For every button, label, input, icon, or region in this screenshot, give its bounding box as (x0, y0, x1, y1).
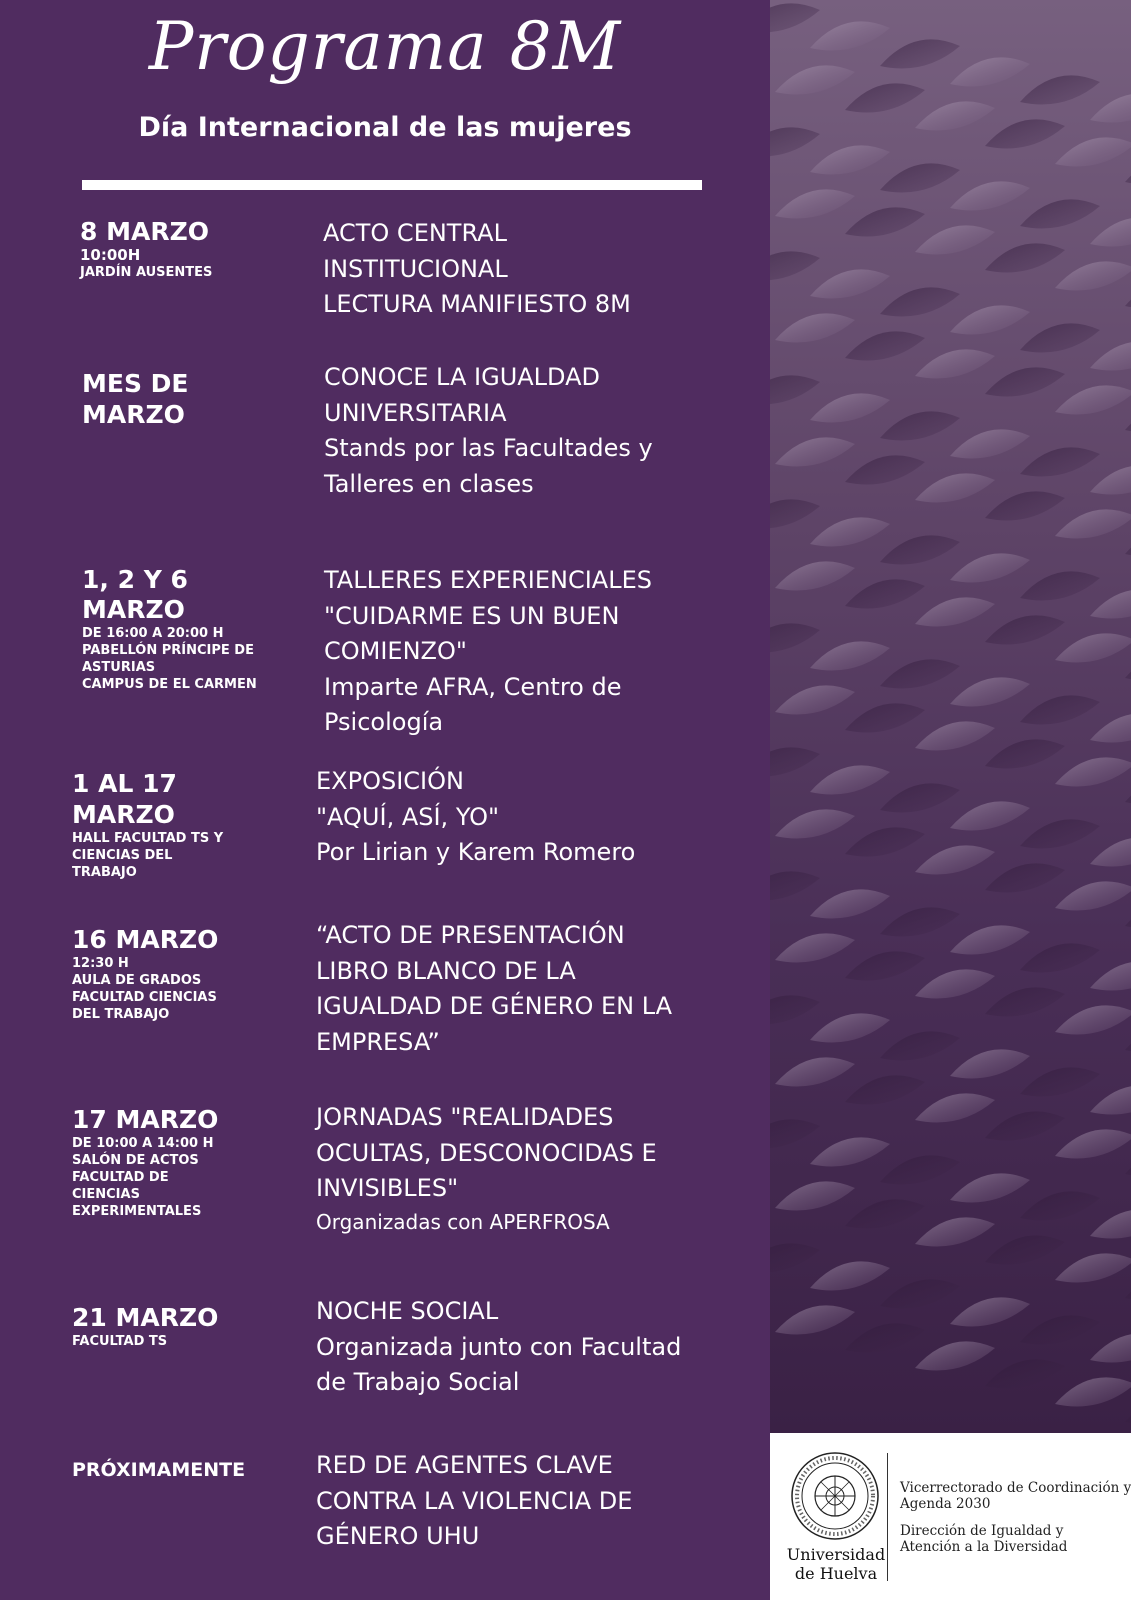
description-line: LECTURA MANIFIESTO 8M (323, 290, 631, 318)
fabric-fold (770, 499, 820, 528)
event-location: PABELLÓN PRÍNCIPE DE (82, 643, 254, 658)
decorative-image (770, 0, 1131, 1433)
event-location: SALÓN DE ACTOS (72, 1153, 199, 1168)
fabric-fold (1125, 1023, 1131, 1052)
fabric-fold (880, 1279, 960, 1308)
fabric-fold (845, 83, 925, 112)
event-description (316, 764, 635, 871)
fabric-fold (1090, 1333, 1131, 1362)
fabric-fold (950, 1173, 1030, 1202)
fabric-fold (915, 1217, 995, 1246)
description-line: EMPRESA” (316, 1027, 440, 1056)
fabric-fold (845, 455, 925, 484)
event-location: ASTURIAS (82, 660, 156, 675)
description-line: Talleres en clases (324, 469, 534, 498)
event-date-block (72, 768, 223, 881)
office-line: Dirección de Igualdad y (900, 1523, 1064, 1539)
description-line: INSTITUCIONAL (323, 254, 508, 283)
event-date: MARZO (82, 400, 185, 429)
description-line: CONTRA LA VIOLENCIA DE (316, 1486, 633, 1515)
fabric-fold (1020, 447, 1100, 476)
event-location: AULA DE GRADOS (72, 973, 202, 988)
office-igualdad (900, 1523, 1067, 1555)
event-description (316, 918, 672, 1060)
fabric-fold (770, 375, 820, 404)
fabric-fold (1090, 1209, 1131, 1238)
description-line: LIBRO BLANCO DE LA (316, 956, 576, 985)
university-name-line: Universidad (786, 1545, 886, 1564)
fabric-fold (1090, 837, 1131, 866)
fabric-fold (1090, 217, 1131, 246)
fabric-fold (845, 579, 925, 608)
fabric-fold (1125, 899, 1131, 928)
fabric-fold (1055, 509, 1131, 538)
fabric-fold (985, 367, 1065, 396)
fabric-fold (1090, 93, 1131, 122)
fabric-fold (775, 189, 855, 218)
fabric-fold (985, 615, 1065, 644)
fabric-fold (810, 21, 890, 50)
fabric-fold (950, 677, 1030, 706)
event-location: FACULTAD DE (72, 1170, 169, 1185)
fabric-fold (1090, 589, 1131, 618)
fabric-fold (880, 39, 960, 68)
event-time: 10:00H (80, 246, 141, 264)
fabric-fold (770, 995, 820, 1024)
event-date: 21 MARZO (72, 1303, 219, 1332)
fabric-fold (950, 1297, 1030, 1326)
event-location: CAMPUS DE EL CARMEN (82, 677, 257, 692)
fabric-fold (770, 623, 820, 652)
description-line: RED DE AGENTES CLAVE (316, 1451, 613, 1479)
fabric-fold (770, 871, 820, 900)
university-name-line: de Huelva (794, 1564, 878, 1583)
fabric-fold (810, 641, 890, 670)
event-label: PRÓXIMAMENTE (72, 1459, 246, 1481)
event-description (324, 360, 653, 502)
fabric-fold (1125, 1395, 1131, 1424)
fabric-fold (950, 1049, 1030, 1078)
event-location: CIENCIAS DEL (72, 848, 173, 863)
fabric-fold (775, 313, 855, 342)
fabric-fold (915, 597, 995, 626)
fabric-fold (950, 925, 1030, 954)
description-line: EXPOSICIÓN (316, 767, 464, 795)
fabric-fold (845, 207, 925, 236)
fabric-fold (770, 3, 820, 32)
event-location: HALL FACULTAD TS Y (72, 831, 224, 846)
fabric-fold (1055, 1377, 1131, 1406)
fabric-fold (985, 243, 1065, 272)
fabric-fold (810, 517, 890, 546)
university-seal-icon (790, 1451, 880, 1541)
fabric-fold (810, 1261, 890, 1290)
event-time: DE 16:00 A 20:00 H (82, 626, 224, 641)
event-date: MARZO (72, 800, 175, 829)
event-date: 1, 2 Y 6 (82, 565, 188, 594)
fabric-fold (1090, 713, 1131, 742)
event-date-block (72, 1455, 245, 1486)
event-time: 12:30 H (72, 956, 129, 971)
description-line: Organizada junto con Facultad (316, 1332, 682, 1361)
fabric-fold (810, 393, 890, 422)
fabric-fold (915, 473, 995, 502)
fabric-fold (880, 783, 960, 812)
fabric-fold (1125, 651, 1131, 680)
event-description (316, 1294, 681, 1401)
fabric-fold (1020, 695, 1100, 724)
fabric-fold (775, 933, 855, 962)
description-line: COMIENZO" (324, 637, 467, 665)
description-line: OCULTAS, DESCONOCIDAS E (316, 1138, 657, 1167)
fabric-fold (1055, 1253, 1131, 1282)
fabric-fold (1020, 323, 1100, 352)
office-line: Atención a la Diversidad (900, 1539, 1068, 1555)
fabric-fold (810, 1137, 890, 1166)
fabric-fold (1020, 943, 1100, 972)
description-line: Imparte AFRA, Centro de (324, 672, 622, 701)
event-location: FACULTAD TS (72, 1334, 168, 1349)
fabric-fold (1055, 881, 1131, 910)
event-description (323, 216, 631, 323)
fabric-fold (915, 101, 995, 130)
fabric-fold (880, 535, 960, 564)
fabric-fold (1020, 75, 1100, 104)
event-date: 1 AL 17 (72, 769, 177, 798)
fabric-fold (775, 65, 855, 94)
fabric-fold (1055, 1005, 1131, 1034)
fabric-fold (845, 1075, 925, 1104)
page-title: Programa 8M (148, 8, 622, 85)
page-subtitle: Día Internacional de las mujeres (138, 112, 632, 143)
description-line: IGUALDAD DE GÉNERO EN LA (316, 992, 673, 1020)
fabric-fold (1125, 527, 1131, 556)
folded-fabric-pattern (770, 0, 1131, 1433)
fabric-fold (985, 1111, 1065, 1140)
university-name (778, 1545, 894, 1583)
fabric-fold (775, 1057, 855, 1086)
event-location: TRABAJO (72, 865, 137, 880)
fabric-fold (1125, 403, 1131, 432)
event-description (324, 563, 652, 741)
description-line: NOCHE SOCIAL (316, 1297, 499, 1325)
event-location: JARDÍN AUSENTES (80, 265, 213, 280)
description-note: Organizadas con APERFROSA (316, 1209, 610, 1234)
fabric-fold (1125, 279, 1131, 308)
fabric-fold (915, 845, 995, 874)
fabric-fold (845, 331, 925, 360)
description-line: Stands por las Facultades y (324, 434, 653, 462)
fabric-fold (810, 269, 890, 298)
fabric-fold (770, 1119, 820, 1148)
fabric-fold (1125, 775, 1131, 804)
fabric-fold (1020, 1067, 1100, 1096)
fabric-fold (770, 1243, 820, 1272)
office-line: Vicerrectorado de Coordinación y (900, 1480, 1131, 1496)
fabric-fold (1020, 571, 1100, 600)
fabric-fold (1090, 465, 1131, 494)
fabric-fold (775, 809, 855, 838)
fabric-fold (845, 951, 925, 980)
fabric-fold (880, 1155, 960, 1184)
fabric-fold (950, 429, 1030, 458)
event-location: DEL TRABAJO (72, 1007, 170, 1022)
fabric-fold (1090, 1085, 1131, 1114)
event-date-block (72, 1104, 218, 1220)
event-date-block (72, 1302, 218, 1350)
fabric-fold (880, 659, 960, 688)
fabric-fold (845, 1199, 925, 1228)
fabric-fold (1055, 137, 1131, 166)
event-date: MARZO (82, 595, 185, 624)
fabric-fold (950, 57, 1030, 86)
office-line: Agenda 2030 (900, 1496, 991, 1512)
event-date: 8 MARZO (80, 217, 209, 246)
footer-divider (887, 1453, 888, 1581)
fabric-fold (985, 1235, 1065, 1264)
fabric-fold (845, 827, 925, 856)
event-date-block (80, 216, 212, 281)
description-line: Por Lirian y Karem Romero (316, 838, 636, 866)
event-description (316, 1448, 632, 1555)
fabric-fold (985, 119, 1065, 148)
description-line: "CUIDARME ES UN BUEN (324, 601, 620, 630)
description-line: JORNADAS "REALIDADES (316, 1103, 614, 1131)
fabric-fold (915, 1341, 995, 1370)
fabric-fold (810, 145, 890, 174)
fabric-fold (950, 801, 1030, 830)
fabric-fold (775, 685, 855, 714)
fabric-fold (775, 1181, 855, 1210)
fabric-fold (1090, 961, 1131, 990)
fabric-fold (1055, 1129, 1131, 1158)
description-line: de Trabajo Social (316, 1368, 520, 1396)
description-line: UNIVERSITARIA (324, 398, 507, 427)
description-line: GÉNERO UHU (316, 1522, 480, 1550)
fabric-fold (845, 1323, 925, 1352)
fabric-fold (985, 739, 1065, 768)
fabric-fold (775, 561, 855, 590)
event-date: MES DE (82, 369, 189, 398)
fabric-fold (950, 305, 1030, 334)
description-line: ACTO CENTRAL (323, 219, 507, 247)
fabric-fold (915, 969, 995, 998)
fabric-fold (1020, 1191, 1100, 1220)
description-line: INVISIBLES" (316, 1174, 459, 1202)
fabric-fold (985, 1359, 1065, 1388)
fabric-fold (1020, 819, 1100, 848)
fabric-fold (845, 703, 925, 732)
fabric-fold (810, 889, 890, 918)
event-date-block (72, 924, 218, 1023)
fabric-fold (770, 127, 820, 156)
fabric-fold (1125, 1147, 1131, 1176)
event-date: 17 MARZO (72, 1105, 219, 1134)
event-time: DE 10:00 A 14:00 H (72, 1136, 214, 1151)
fabric-fold (770, 251, 820, 280)
event-date-block (82, 564, 257, 693)
fabric-fold (1055, 385, 1131, 414)
footer-logos (770, 1433, 1131, 1600)
description-line: TALLERES EXPERIENCIALES (324, 566, 652, 594)
fabric-fold (950, 553, 1030, 582)
office-vicerrectorado (900, 1480, 1131, 1512)
fabric-fold (1055, 757, 1131, 786)
event-location: EXPERIMENTALES (72, 1204, 202, 1219)
fabric-fold (915, 721, 995, 750)
description-line: "AQUÍ, ASÍ, YO" (316, 802, 500, 831)
fabric-fold (775, 1305, 855, 1334)
fabric-fold (810, 765, 890, 794)
event-location: CIENCIAS (72, 1187, 140, 1202)
fabric-fold (1090, 341, 1131, 370)
fabric-fold (915, 349, 995, 378)
fabric-fold (985, 987, 1065, 1016)
fabric-fold (880, 411, 960, 440)
fabric-fold (950, 181, 1030, 210)
fabric-fold (985, 491, 1065, 520)
fabric-fold (1055, 633, 1131, 662)
fabric-fold (1125, 155, 1131, 184)
fabric-fold (1020, 1315, 1100, 1344)
event-location: FACULTAD CIENCIAS (72, 990, 217, 1005)
description-line: “ACTO DE PRESENTACIÓN (316, 921, 625, 949)
fabric-fold (810, 1013, 890, 1042)
fabric-fold (985, 863, 1065, 892)
description-line: Psicología (324, 708, 444, 736)
fabric-fold (770, 747, 820, 776)
fabric-fold (880, 907, 960, 936)
description-line: CONOCE LA IGUALDAD (324, 363, 600, 391)
fabric-fold (915, 1093, 995, 1122)
fabric-fold (775, 437, 855, 466)
fabric-fold (880, 163, 960, 192)
fabric-fold (880, 1031, 960, 1060)
fabric-fold (880, 287, 960, 316)
fabric-fold (1020, 199, 1100, 228)
fabric-fold (915, 225, 995, 254)
fabric-fold (1055, 261, 1131, 290)
fabric-fold (1125, 1271, 1131, 1300)
divider (82, 180, 702, 190)
event-date-block (82, 368, 189, 430)
event-date: 16 MARZO (72, 925, 219, 954)
event-description (316, 1100, 657, 1237)
